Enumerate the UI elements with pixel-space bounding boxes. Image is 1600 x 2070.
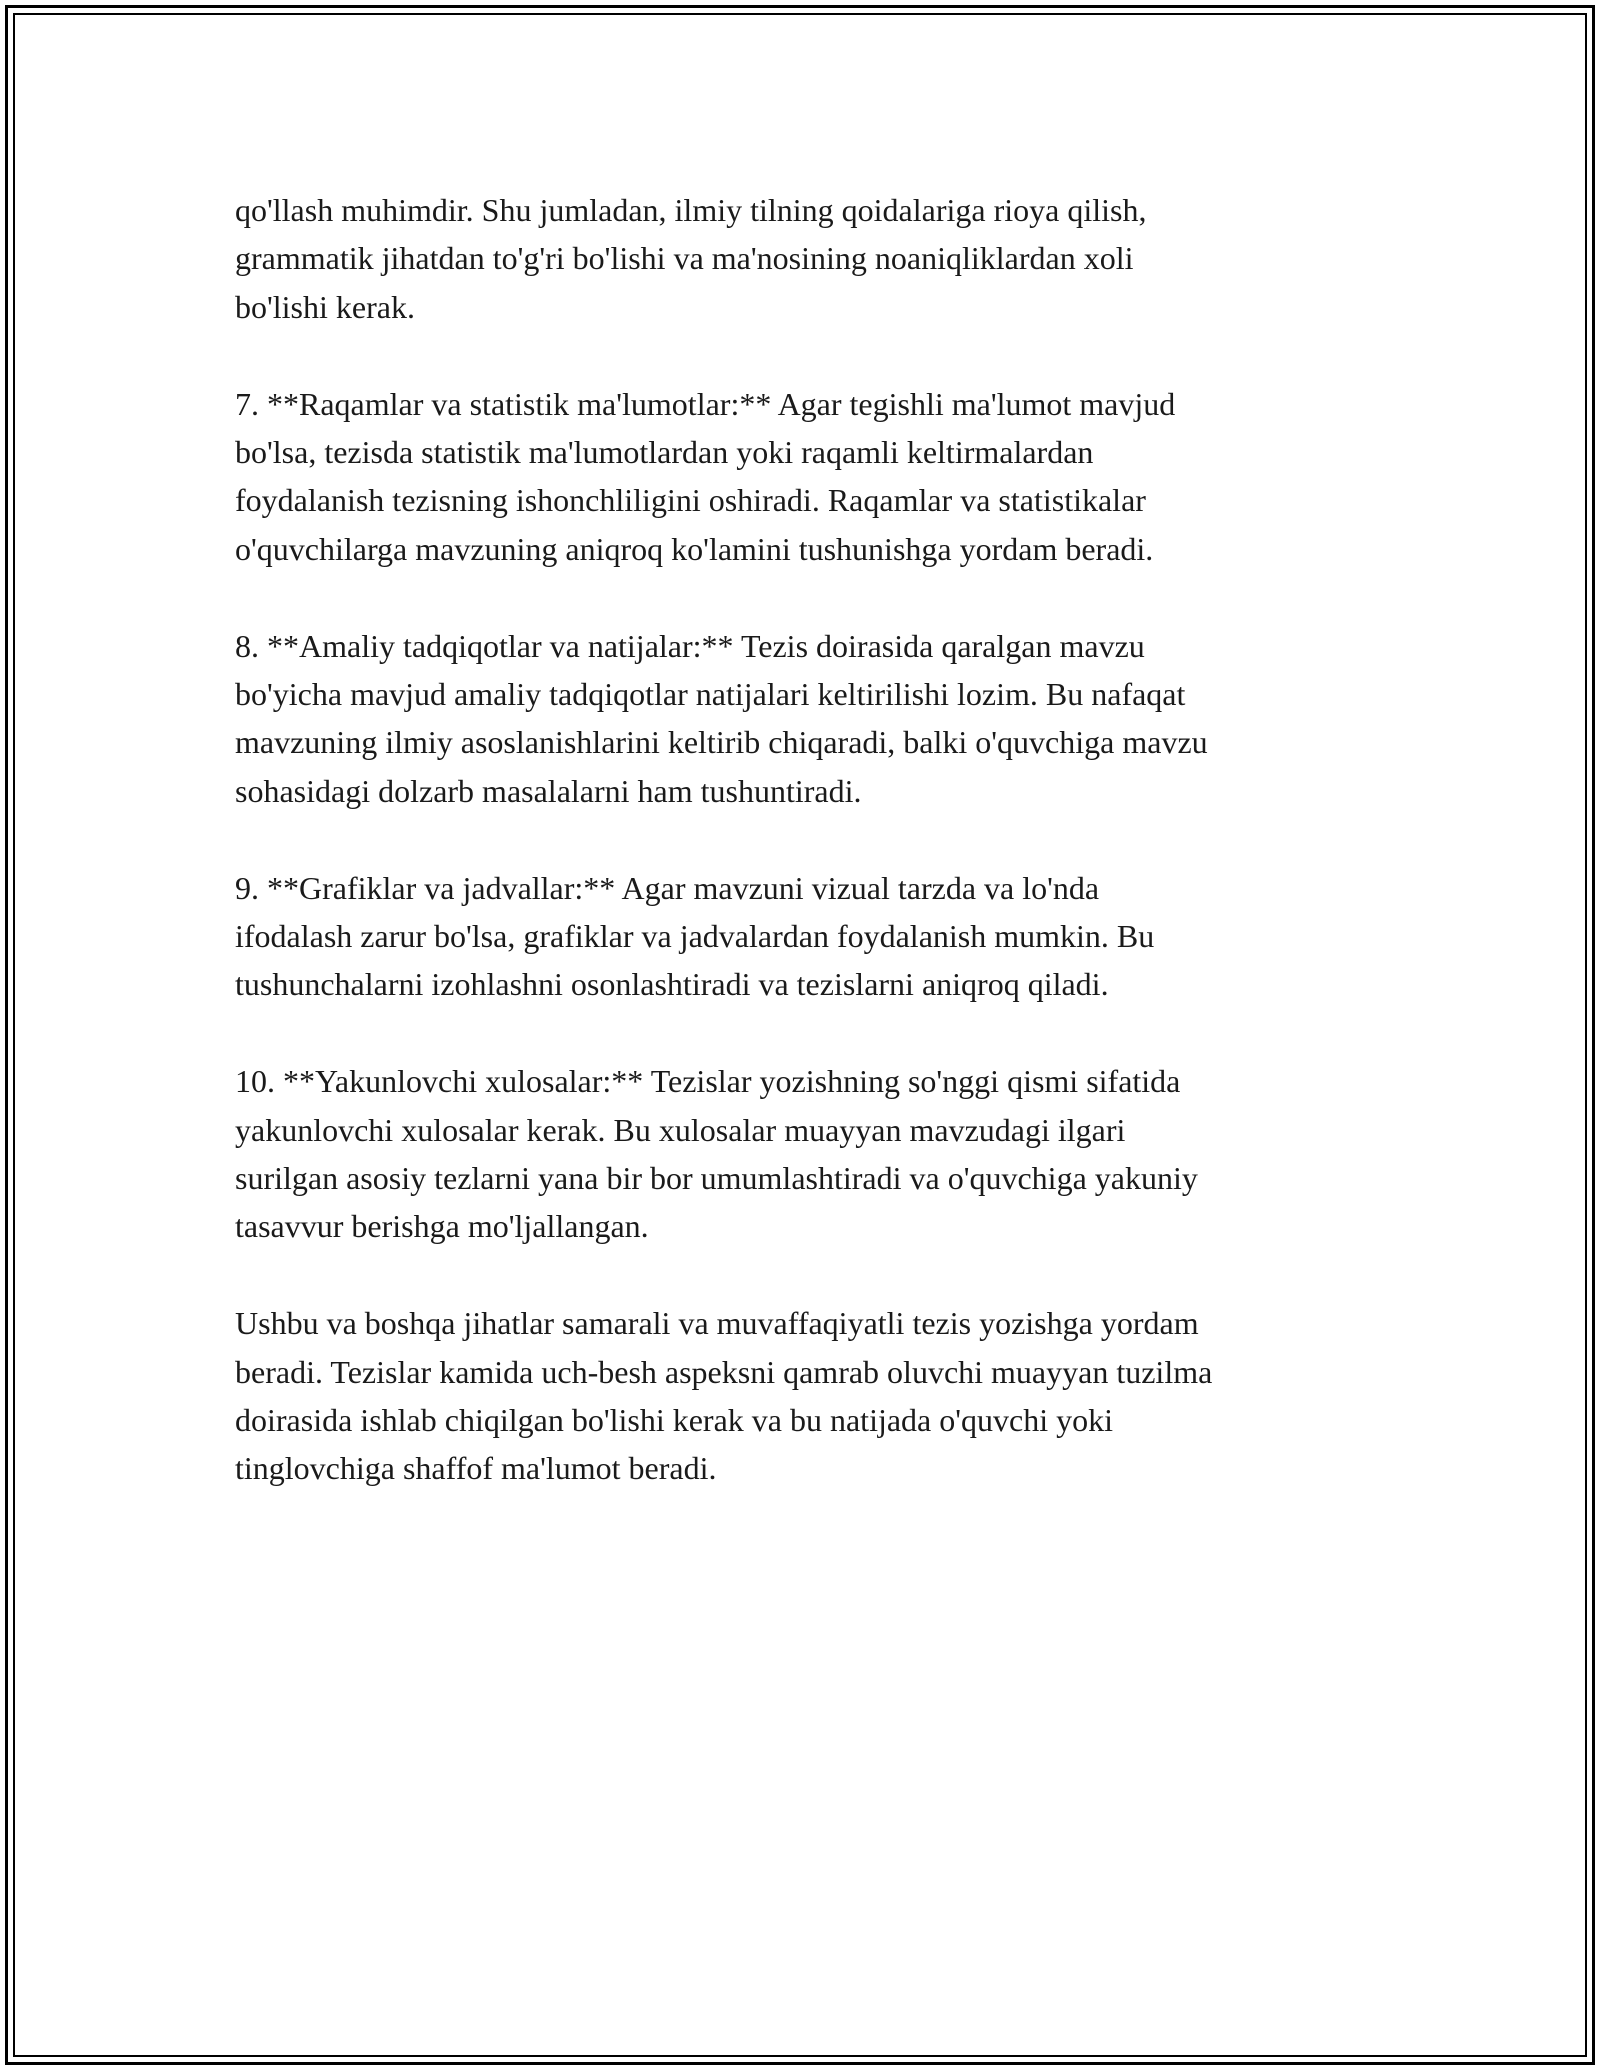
paragraph-item-8: 8. **Amaliy tadqiqotlar va natijalar:** Tezis doirasida qaralgan mavzu bo'yicha mavjud amaliy tadqiqotlar natijalari keltirilishi lozim. Bu nafaqat mavzuning ilmiy asoslanishlarini keltirib chiqaradi, balki o'quvchiga mavzu sohasidagi dolzarb masalalarni ham tushuntiradi. bbox=[235, 627, 1208, 809]
paragraph-continuation: qo'llash muhimdir. Shu jumladan, ilmiy tilning qoidalariga rioya qilish, grammatik jihatdan to'g'ri bo'lishi va ma'nosining noaniqliklardan xoli bo'lishi kerak. bbox=[235, 192, 1147, 325]
document-body bbox=[235, 186, 1365, 1541]
paragraph-item-10: 10. **Yakunlovchi xulosalar:** Tezislar yozishning so'nggi qismi sifatida yakunlovchi xulosalar kerak. Bu xulosalar muayyan mavzudagi ilgari surilgan asosiy tezlarni yana bir bor umumlashtiradi va o'quvchiga yakuniy tasavvur berishga mo'ljallangan. bbox=[235, 1063, 1198, 1245]
paragraph-item-7: 7. **Raqamlar va statistik ma'lumotlar:** Agar tegishli ma'lumot mavjud bo'lsa, tezisda statistik ma'lumotlardan yoki raqamli keltirmalardan foydalanish tezisning ishonchliligini oshiradi. Raqamlar va statistikalar o'quvchilarga mavzuning aniqroq ko'lamini tushunishga yordam beradi. bbox=[235, 385, 1176, 567]
paragraph-conclusion: Ushbu va boshqa jihatlar samarali va muvaffaqiyatli tezis yozishga yordam beradi. Tezislar kamida uch-besh aspeksni qamrab oluvchi muayyan tuzilma doirasida ishlab chiqilgan bo'lishi kerak va bu natijada o'quvchi yoki tinglovchiga shaffof ma'lumot beradi. bbox=[235, 1305, 1213, 1487]
paragraph-item-9: 9. **Grafiklar va jadvallar:** Agar mavzuni vizual tarzda va lo'nda ifodalash zarur bo'lsa, grafiklar va jadvalardan foydalanish mumkin. Bu tushunchalarni izohlashni osonlashtiradi va tezislarni aniqroq qiladi. bbox=[235, 869, 1155, 1003]
